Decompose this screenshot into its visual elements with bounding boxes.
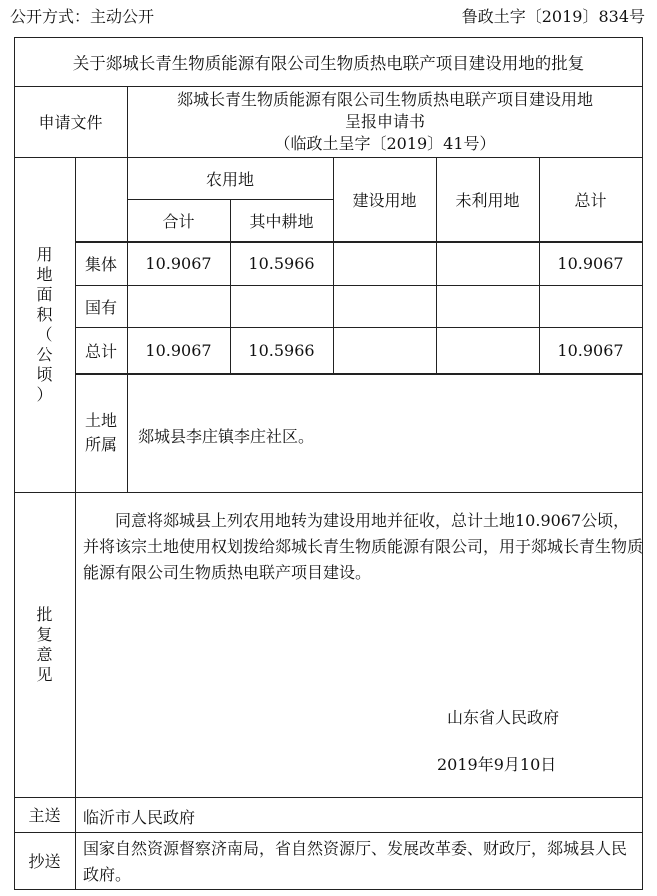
row-label-total: 总计 — [84, 341, 117, 361]
approval-label: 批 复 意 见 — [36, 604, 53, 684]
land-area-label: 用 地 面 积 （ 公 顷 ） — [36, 244, 53, 404]
issuer: 山东省人民政府 — [447, 708, 560, 727]
header-total: 总计 — [574, 190, 607, 210]
application-line-3: （临政土呈字〔2019〕41号） — [274, 133, 496, 153]
cell-collective-unused — [436, 242, 539, 285]
header-cultivated: 其中耕地 — [249, 211, 314, 231]
document-number: 鲁政土字〔2019〕834号 — [461, 7, 645, 26]
cell-total-total: 10.9067 — [557, 340, 624, 360]
document-title: 关于郯城长青生物质能源有限公司生物质热电联产项目建设用地的批复 — [72, 53, 585, 73]
header-construction: 建设用地 — [352, 190, 417, 210]
application-label: 申请文件 — [38, 113, 103, 132]
cell-state-total — [539, 285, 642, 327]
header-unused: 未利用地 — [455, 190, 520, 210]
row-label-state: 国有 — [84, 297, 117, 317]
cell-state-cultivated — [230, 285, 333, 327]
row-label-collective: 集体 — [84, 255, 117, 274]
cell-collective-cultivated: 10.5966 — [248, 254, 315, 273]
location-value: 郯城县李庄镇李庄社区。 — [138, 427, 315, 446]
main-send-to: 临沂市人民政府 — [83, 808, 196, 827]
issue-date: 2019年9月10日 — [437, 755, 557, 774]
location-label: 土地 所属 — [84, 411, 117, 454]
application-line-2: 呈报申请书 — [344, 111, 425, 131]
cell-collective-construction — [333, 242, 436, 285]
cell-total-subtotal: 10.9067 — [145, 340, 212, 360]
application-line-1: 郯城长青生物质能源有限公司生物质热电联产项目建设用地 — [176, 89, 593, 109]
cell-state-subtotal — [127, 285, 230, 327]
cell-total-cultivated: 10.5966 — [248, 340, 315, 360]
application-document — [127, 86, 643, 157]
cc-to: 国家自然资源督察济南局，省自然资源厅、发展改革委、财政厅，郯城县人民政府。 — [83, 839, 628, 884]
header-agricultural: 农用地 — [205, 169, 254, 189]
cell-total-construction — [333, 327, 436, 373]
approval-text: 同意将郯城县上列农用地转为建设用地并征收，总计土地10.9067公顷，并将该宗土地使用权划拨给郯城长青生物质能源有限公司，用于郯城长青生物质能源有限公司生物质热电联产项目建设。 — [83, 511, 644, 582]
main-send-label: 主送 — [28, 806, 61, 825]
header-subtotal: 合计 — [162, 211, 195, 231]
cell-collective-subtotal: 10.9067 — [145, 254, 212, 273]
cc-label: 抄送 — [28, 852, 61, 871]
cell-state-unused — [436, 285, 539, 327]
disclosure-method: 公开方式：主动公开 — [10, 7, 155, 26]
cell-total-unused — [436, 327, 539, 373]
cell-state-construction — [333, 285, 436, 327]
cell-collective-total: 10.9067 — [557, 254, 624, 273]
